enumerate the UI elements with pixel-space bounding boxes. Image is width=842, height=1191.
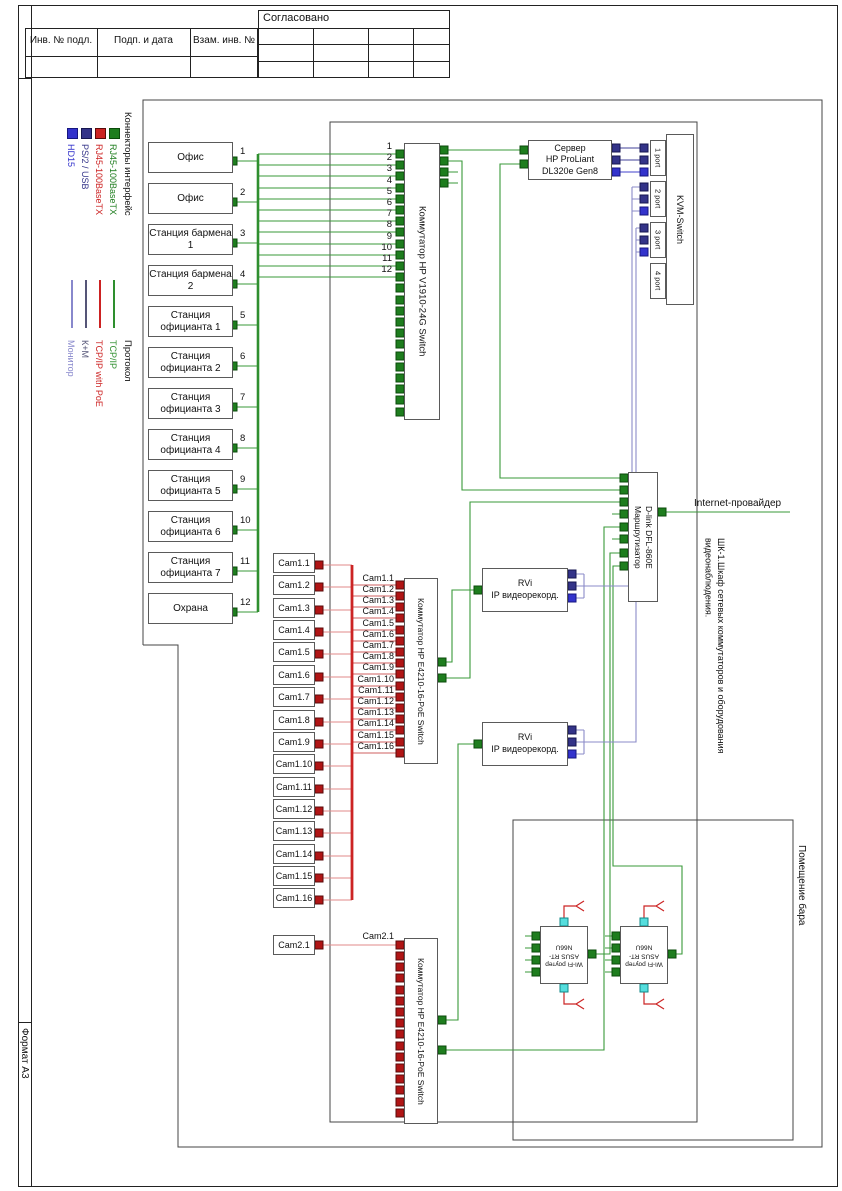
cam-box (273, 777, 315, 797)
kvm-port4-box (650, 263, 666, 299)
server-line1: Сервер (554, 143, 586, 154)
router-box (628, 472, 658, 602)
station-port-num: 6 (240, 351, 246, 362)
cam-label: Cam1.13 (275, 826, 313, 836)
wifi-line1: Wi-Fi роутер (545, 960, 583, 968)
wifi-ap2-box (620, 926, 668, 984)
kvm-name: KVM-Switch (675, 194, 685, 244)
poe1-port-label: Cam1.14 (357, 718, 394, 728)
kvm-port1-label: 1 port (653, 148, 663, 168)
poe-switch2-box (404, 938, 438, 1124)
kvm-port2-label: 2 port (653, 189, 663, 209)
poe-switch1-name: Коммутатор HP E4210-16-PoE Switch (416, 597, 426, 745)
kvm-box (666, 134, 694, 305)
cam2-box (273, 935, 315, 955)
poe1-port-label: Cam1.9 (362, 662, 394, 672)
station-port-num: 9 (240, 474, 246, 485)
station-label: Станция бармена 1 (149, 227, 232, 251)
cabinet-label-line1: ШК-1.Шкаф сетевых коммутаторов и оборудования (716, 538, 727, 754)
station-label: Станция официанта 4 (160, 432, 221, 456)
poe1-port-label: Cam1.15 (357, 730, 394, 740)
cabinet-label (702, 538, 727, 838)
wifi-ap1-box (540, 926, 588, 984)
rvi2-box (482, 722, 568, 766)
cam-box (273, 598, 315, 618)
cam-box (273, 888, 315, 908)
legend-item-rj45-red: RJ45-100BaseTX (94, 144, 104, 216)
switch1-port-num: 4 (386, 175, 392, 186)
cam-label: Cam1.9 (278, 737, 310, 747)
station-box-9 (148, 470, 233, 501)
wire-ap1-router (596, 553, 620, 954)
station-label: Офис (177, 152, 204, 163)
station-port-num: 12 (240, 597, 251, 608)
kvm-port2-box (650, 181, 666, 217)
poe1-port-label: Cam1.1 (362, 573, 394, 583)
cam-label: Cam1.3 (278, 603, 310, 613)
wifi-line2: ASUS RT-N66U (629, 943, 659, 960)
station-label: Станция официанта 2 (160, 350, 221, 374)
kvm-port4-label: 4 port (653, 271, 663, 291)
wire-switch1-stubs (448, 172, 458, 183)
cam-box (273, 821, 315, 841)
cam-label: Cam1.16 (275, 893, 313, 903)
poe1-port-label: Cam1.6 (362, 629, 394, 639)
cam-box (273, 575, 315, 595)
rvi-line1: RVi (517, 732, 533, 743)
cam-box (273, 642, 315, 662)
cam-label: Cam1.6 (278, 670, 310, 680)
station-box-5 (148, 306, 233, 337)
poe1-port-label: Cam1.11 (358, 685, 394, 695)
poe-switch1-box (404, 578, 438, 764)
station-port-num: 4 (240, 269, 246, 280)
station-label: Станция официанта 3 (160, 391, 221, 415)
switch1-port-num: 10 (381, 242, 392, 253)
wire-cams-to-bus (323, 565, 352, 900)
legend-item-monitor: Монитор (66, 340, 76, 377)
kvm-port3-label: 3 port (653, 230, 663, 250)
cam-label: Cam1.10 (275, 759, 313, 769)
legend-item-tcpip-poe: TCP/IP with PoE (94, 340, 104, 407)
cam-label: Cam1.11 (276, 782, 312, 792)
station-port-num: 5 (240, 310, 246, 321)
legend-item-rj45-green: RJ45-100BaseTX (108, 144, 118, 216)
switch1-port-num: 9 (386, 231, 392, 242)
station-box-7 (148, 388, 233, 419)
station-box-4 (148, 265, 233, 296)
station-box-6 (148, 347, 233, 378)
switch1-port-num: 11 (382, 253, 392, 264)
kvm-port3-box (650, 222, 666, 258)
poe1-port-label: Cam1.3 (362, 595, 394, 605)
bar-room-label: Помещение бара (796, 845, 807, 926)
poe1-port-label: Cam1.7 (362, 640, 394, 650)
kvm-port1-box (650, 140, 666, 176)
internet-provider-label: Internet-провайдер (694, 498, 782, 509)
station-box-2 (148, 183, 233, 214)
format-label: Формат А3 (19, 1028, 30, 1079)
cabinet-label-text (702, 538, 727, 838)
legend-protocols-title: Протокол (122, 340, 133, 382)
rvi-line2: IP видеорекорд. (491, 744, 559, 754)
poe1-port-label: Cam1.4 (362, 606, 394, 616)
legend-connectors-title: Коннекторы интерфейс (122, 112, 133, 216)
station-label: Станция официанта 6 (160, 514, 221, 538)
cam-label: Cam1.15 (275, 871, 313, 881)
cam-label: Cam1.12 (275, 804, 313, 814)
switch1-port-num: 6 (386, 197, 392, 208)
station-label: Офис (177, 193, 204, 204)
wifi-line1: Wi-Fi роутер (625, 960, 663, 968)
wire-server-kvm-ps2 (620, 148, 640, 160)
station-port-num: 11 (240, 556, 250, 567)
cam-box (273, 687, 315, 707)
station-box-8 (148, 429, 233, 460)
wire-server-router (500, 164, 620, 478)
station-port-num: 10 (240, 515, 251, 526)
cam-box (273, 620, 315, 640)
rvi-line2: IP видеорекорд. (491, 590, 559, 600)
station-label: Станция бармена 2 (149, 268, 232, 292)
wire-switch1-router (448, 161, 620, 490)
wire-ap2-router (613, 566, 682, 954)
wifi-ap2-label (621, 942, 667, 967)
cabinet-label-line2: видеонаблюдения. (703, 538, 714, 618)
station-box-10 (148, 511, 233, 542)
station-port-num: 2 (240, 187, 246, 198)
server-line2: HP ProLiant (545, 154, 595, 165)
cam-box (273, 665, 315, 685)
titleblock-col2: Подп. и дата (114, 35, 173, 46)
cam-label: Cam1.7 (278, 692, 310, 702)
station-box-12 (148, 593, 233, 624)
cam-label: Cam2.1 (278, 940, 310, 950)
switch1-box (404, 143, 440, 420)
station-port-num: 3 (240, 228, 246, 239)
station-port-num: 7 (240, 392, 246, 403)
router-line2: D-link DFL-860E (644, 505, 655, 569)
poe1-port-label: Cam1.12 (357, 696, 394, 706)
switch1-port-num: 1 (386, 141, 392, 152)
station-label: Охрана (173, 603, 208, 614)
poe1-port-label: Cam1.16 (357, 741, 394, 751)
rvi-line1: RVi (517, 578, 533, 589)
titleblock-approved: Согласовано (263, 12, 330, 24)
cam-label: Cam1.5 (278, 647, 310, 657)
legend-item-km: К+М (80, 340, 90, 358)
switch1-port-num: 8 (386, 219, 392, 230)
cam-label: Cam1.4 (278, 625, 310, 635)
poe-switch2-name: Коммутатор HP E4210-16-PoE Switch (416, 957, 426, 1105)
router-line1: Маршрутизатор (633, 505, 643, 569)
station-label: Станция официанта 7 (160, 555, 221, 579)
cam-label: Cam1.2 (278, 580, 310, 590)
poe1-port-label: Cam1.10 (357, 674, 394, 684)
wifi-ap1-label (541, 942, 587, 967)
switch1-port-num: 3 (386, 163, 392, 174)
router-name (632, 506, 654, 569)
server-box (528, 140, 612, 180)
legend-item-hd15: HD15 (66, 144, 76, 168)
cam-box (273, 553, 315, 573)
station-port-num: 8 (240, 433, 246, 444)
cam-box (273, 732, 315, 752)
wire-poe2-rvi2 (446, 744, 474, 1020)
poe2-port-label: Cam2.1 (362, 931, 394, 941)
poe1-port-label: Cam1.2 (362, 584, 394, 594)
station-label: Станция официанта 1 (160, 309, 221, 333)
cam-label: Cam1.1 (278, 558, 310, 568)
station-box-1 (148, 142, 233, 173)
station-box-11 (148, 552, 233, 583)
switch1-name: Коммутатор HP V1910-24G Switch (416, 206, 428, 357)
switch1-port-num: 7 (386, 208, 392, 219)
wifi-line2: ASUS RT-N66U (549, 943, 579, 960)
station-box-3 (148, 224, 233, 255)
cam-box (273, 799, 315, 819)
titleblock-col1: Инв. № подл. (29, 35, 93, 46)
switch1-port-num: 12 (381, 264, 392, 275)
cam-label: Cam1.14 (275, 849, 313, 859)
legend-item-ps2-usb: PS/2 / USB (80, 144, 90, 190)
cam-box (273, 754, 315, 774)
poe1-port-label: Cam1.8 (362, 651, 394, 661)
server-line3: DL320e Gen8 (541, 165, 599, 176)
station-label: Станция официанта 5 (160, 473, 221, 497)
switch1-port-num: 5 (386, 186, 392, 197)
cam-label: Cam1.8 (278, 715, 310, 725)
titleblock-col3: Взам. инв. № (193, 35, 255, 46)
station-port-num: 1 (240, 146, 246, 157)
poe1-port-label: Cam1.5 (362, 618, 394, 628)
poe1-port-label: Cam1.13 (357, 707, 394, 717)
switch1-port-num: 2 (386, 152, 392, 163)
rvi1-box (482, 568, 568, 612)
cam-box (273, 866, 315, 886)
cam-box (273, 844, 315, 864)
legend-item-tcpip: TCP/IP (108, 340, 118, 370)
cam-box (273, 710, 315, 730)
